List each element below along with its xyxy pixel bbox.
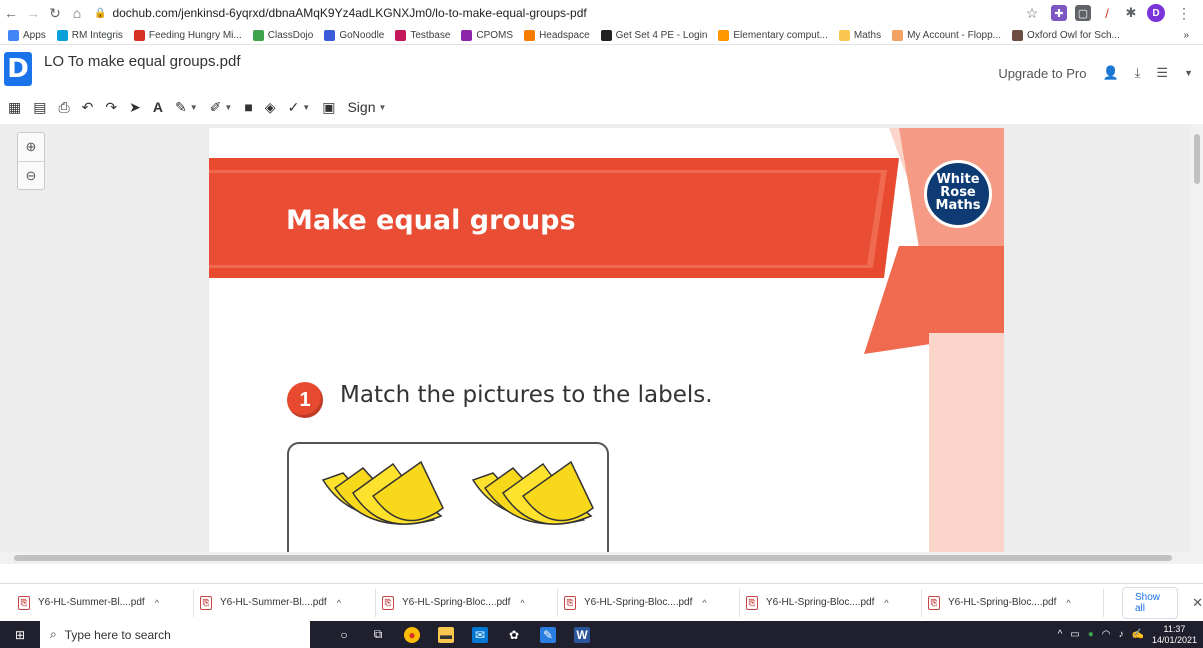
cortana-icon[interactable]: ○ bbox=[340, 627, 348, 642]
dochub-header bbox=[0, 45, 1203, 90]
document-title[interactable]: LO To make equal groups.pdf bbox=[44, 53, 241, 70]
windows-taskbar bbox=[0, 621, 1203, 648]
logo-line-white: White bbox=[936, 172, 980, 187]
bookmark-favicon-icon bbox=[601, 30, 612, 41]
extension-icon[interactable]: ✚ bbox=[1051, 5, 1067, 21]
bookmark-label: ClassDojo bbox=[267, 29, 314, 41]
bookmark-favicon-icon bbox=[1012, 30, 1023, 41]
bookmark-favicon-icon bbox=[461, 30, 472, 41]
bookmark-label: RM Integris bbox=[71, 29, 123, 41]
bookmark-favicon-icon bbox=[134, 30, 145, 41]
pen-extension-icon[interactable]: / bbox=[1105, 5, 1109, 21]
bookmark-item[interactable] bbox=[718, 30, 827, 41]
download-item[interactable] bbox=[922, 589, 1104, 617]
bookmarks-overflow-button[interactable]: » bbox=[1183, 29, 1189, 41]
pdf-file-icon: ⎘ bbox=[18, 596, 30, 610]
bookmark-label: Testbase bbox=[410, 29, 451, 41]
download-item[interactable] bbox=[558, 589, 740, 617]
checkmark-tool-icon[interactable]: ✓ ▼ bbox=[287, 98, 311, 115]
download-filename: Y6-HL-Spring-Bloc....pdf bbox=[584, 597, 693, 608]
page-view-icon[interactable]: ▤ bbox=[33, 98, 47, 115]
downloads-bar bbox=[0, 583, 1203, 621]
pdf-file-icon: ⎘ bbox=[200, 596, 212, 610]
zoom-in-icon[interactable]: ⊕ bbox=[25, 139, 37, 154]
download-filename: Y6-HL-Spring-Bloc....pdf bbox=[948, 597, 1057, 608]
back-icon[interactable]: ← bbox=[4, 5, 18, 21]
bookmark-label: Maths bbox=[853, 29, 882, 41]
picture-box bbox=[287, 442, 609, 564]
clock-date: 14/01/2021 bbox=[1151, 634, 1197, 645]
vertical-scrollbar[interactable] bbox=[1191, 124, 1203, 564]
zoom-out-icon[interactable]: ⊖ bbox=[18, 161, 44, 189]
battery-icon[interactable]: ▭ bbox=[1070, 629, 1080, 640]
bookmark-item[interactable] bbox=[892, 30, 1001, 41]
bookmark-label: Get Set 4 PE - Login bbox=[615, 29, 708, 41]
chevron-up-icon[interactable]: ^ bbox=[154, 597, 159, 608]
taskbar-search[interactable] bbox=[40, 621, 310, 648]
extension-square-icon[interactable]: ▢ bbox=[1075, 5, 1091, 21]
bookmark-favicon-icon bbox=[8, 30, 19, 41]
pdf-file-icon: ⎘ bbox=[564, 596, 576, 610]
bookmark-star-icon[interactable]: ☆ bbox=[1025, 4, 1039, 21]
url-text: dochub.com/jenkinsd-6yqrxd/dbnaAMqK9Yz4adLKGNXJm0/lo-to-make-equal-groups-pdf bbox=[112, 6, 587, 20]
download-item[interactable] bbox=[376, 589, 558, 617]
paint-icon[interactable]: ✿ bbox=[508, 627, 520, 642]
bookmark-label: Apps bbox=[23, 29, 46, 41]
select-pointer-icon[interactable]: ➤ bbox=[129, 98, 141, 115]
text-tool-icon[interactable]: A bbox=[152, 99, 163, 115]
bookmark-item[interactable] bbox=[1012, 30, 1120, 41]
document-viewer bbox=[0, 124, 1203, 564]
download-item[interactable] bbox=[12, 589, 194, 617]
bookmark-favicon-icon bbox=[253, 30, 264, 41]
download-filename: Y6-HL-Spring-Bloc....pdf bbox=[766, 597, 875, 608]
bookmark-item[interactable] bbox=[461, 30, 513, 41]
download-item[interactable] bbox=[740, 589, 922, 617]
bookmark-favicon-icon bbox=[324, 30, 335, 41]
comment-tool-icon[interactable]: ■ bbox=[244, 99, 253, 115]
upgrade-button[interactable]: Upgrade to Pro bbox=[998, 65, 1087, 81]
chevron-up-icon[interactable]: ^ bbox=[884, 597, 889, 608]
vertical-scroll-thumb[interactable] bbox=[1194, 134, 1200, 184]
bookmark-label: GoNoodle bbox=[339, 29, 385, 41]
dochub-logo[interactable]: D bbox=[4, 52, 32, 86]
grid-view-icon[interactable]: ▦ bbox=[8, 98, 22, 115]
redo-icon[interactable]: ↷ bbox=[105, 98, 118, 115]
lock-icon: 🔒 bbox=[94, 7, 107, 19]
bookmark-item[interactable] bbox=[57, 30, 123, 41]
bookmark-item[interactable] bbox=[134, 30, 242, 41]
horizontal-scroll-thumb[interactable] bbox=[14, 555, 1172, 561]
bookmark-favicon-icon bbox=[57, 30, 68, 41]
horizontal-scrollbar[interactable] bbox=[0, 552, 1203, 564]
download-filename: Y6-HL-Spring-Bloc....pdf bbox=[402, 597, 511, 608]
chevron-up-icon[interactable]: ^ bbox=[702, 597, 707, 608]
bookmark-favicon-icon bbox=[892, 30, 903, 41]
download-item[interactable] bbox=[194, 589, 376, 617]
bookmark-label: My Account - Flopp... bbox=[907, 29, 1002, 41]
menu-kebab-icon[interactable]: ⋮ bbox=[1177, 4, 1191, 21]
browser-address-bar bbox=[0, 0, 1203, 26]
eraser-tool-icon[interactable]: ◈ bbox=[264, 98, 276, 115]
question-number-badge: 1 bbox=[287, 382, 323, 418]
chevron-up-icon[interactable]: ^ bbox=[520, 597, 525, 608]
bookmark-item[interactable] bbox=[395, 30, 450, 41]
menu-icon[interactable]: ☰ bbox=[1156, 65, 1169, 80]
draw-tool-icon[interactable]: ✎ ▼ bbox=[175, 98, 198, 115]
pdf-file-icon: ⎘ bbox=[746, 596, 758, 610]
bookmark-label: Headspace bbox=[539, 29, 590, 41]
chevron-down-icon[interactable]: ▼ bbox=[1184, 68, 1193, 78]
security-icon[interactable]: ● bbox=[1087, 629, 1094, 640]
print-icon[interactable]: ⎙ bbox=[58, 98, 70, 115]
taskbar-search-placeholder: Type here to search bbox=[64, 627, 171, 642]
file-explorer-icon[interactable]: ▬ bbox=[440, 627, 452, 642]
bananas-image bbox=[303, 458, 623, 548]
white-rose-maths-logo bbox=[924, 160, 992, 228]
bookmark-item[interactable] bbox=[8, 30, 46, 41]
bookmark-favicon-icon bbox=[395, 30, 406, 41]
url-field[interactable] bbox=[94, 6, 1021, 20]
sign-button[interactable]: Sign ▼ bbox=[347, 99, 387, 115]
reload-icon[interactable]: ↻ bbox=[49, 4, 61, 21]
volume-icon[interactable]: ♪ bbox=[1118, 629, 1124, 640]
bookmark-favicon-icon bbox=[839, 30, 850, 41]
pdf-page bbox=[209, 128, 1004, 564]
wifi-icon[interactable]: ◠ bbox=[1101, 629, 1111, 640]
download-icon[interactable]: ⤓ bbox=[1134, 65, 1141, 80]
mail-icon[interactable]: ✉ bbox=[472, 627, 488, 643]
bookmarks-bar bbox=[0, 26, 1203, 45]
download-filename: Y6-HL-Summer-Bl....pdf bbox=[220, 597, 327, 608]
home-icon[interactable]: ⌂ bbox=[72, 5, 82, 21]
tray-chevron-icon[interactable]: ^ bbox=[1057, 629, 1063, 640]
editor-toolbar bbox=[0, 90, 1203, 124]
clock[interactable] bbox=[1152, 624, 1197, 646]
windows-start-icon[interactable]: ⊞ bbox=[14, 627, 26, 642]
bookmark-favicon-icon bbox=[718, 30, 729, 41]
add-user-icon[interactable]: 👤 bbox=[1102, 65, 1119, 80]
bookmark-item[interactable] bbox=[524, 30, 590, 41]
logo-line-maths: Maths bbox=[935, 198, 981, 213]
download-filename: Y6-HL-Summer-Bl....pdf bbox=[38, 597, 145, 608]
bookmark-item[interactable] bbox=[601, 30, 708, 41]
pdf-file-icon: ⎘ bbox=[382, 596, 394, 610]
show-all-button[interactable]: Show all bbox=[1122, 587, 1178, 619]
zoom-controls bbox=[17, 132, 45, 190]
clock-time: 11:37 bbox=[1163, 623, 1186, 634]
undo-icon[interactable]: ↶ bbox=[81, 98, 94, 115]
highlight-tool-icon[interactable]: ✐ ▼ bbox=[209, 98, 233, 115]
bookmark-item[interactable] bbox=[839, 30, 881, 41]
chevron-up-icon[interactable]: ^ bbox=[336, 597, 341, 608]
task-view-icon[interactable]: ⧉ bbox=[373, 627, 383, 641]
extensions-puzzle-icon[interactable]: ✱ bbox=[1125, 5, 1137, 20]
logo-line-rose: Rose bbox=[940, 185, 976, 200]
bookmark-item[interactable] bbox=[324, 30, 384, 41]
chevron-up-icon[interactable]: ^ bbox=[1066, 597, 1071, 608]
banner-title: Make equal groups bbox=[286, 205, 576, 236]
word-icon[interactable]: W bbox=[574, 627, 590, 643]
search-icon: ⌕ bbox=[50, 627, 57, 641]
bookmark-item[interactable] bbox=[253, 30, 314, 41]
question-text: Match the pictures to the labels. bbox=[340, 382, 713, 408]
bookmark-label: Elementary comput... bbox=[733, 29, 828, 41]
pdf-file-icon: ⎘ bbox=[928, 596, 940, 610]
profile-avatar[interactable]: D bbox=[1147, 4, 1165, 22]
close-downloads-icon[interactable]: ✕ bbox=[1192, 594, 1203, 610]
chrome-icon[interactable]: ● bbox=[404, 627, 420, 643]
bookmark-label: Oxford Owl for Sch... bbox=[1027, 29, 1120, 41]
system-tray bbox=[1058, 624, 1203, 646]
bookmark-favicon-icon bbox=[524, 30, 535, 41]
image-tool-icon[interactable]: ▣ bbox=[322, 98, 336, 115]
notes-app-icon[interactable]: ✎ bbox=[540, 627, 556, 643]
forward-icon[interactable]: → bbox=[26, 5, 40, 21]
sign-label: Sign bbox=[347, 99, 376, 115]
bookmark-label: CPOMS bbox=[476, 29, 514, 41]
pen-icon[interactable]: ✍ bbox=[1131, 629, 1144, 640]
bookmark-label: Feeding Hungry Mi... bbox=[148, 29, 242, 41]
